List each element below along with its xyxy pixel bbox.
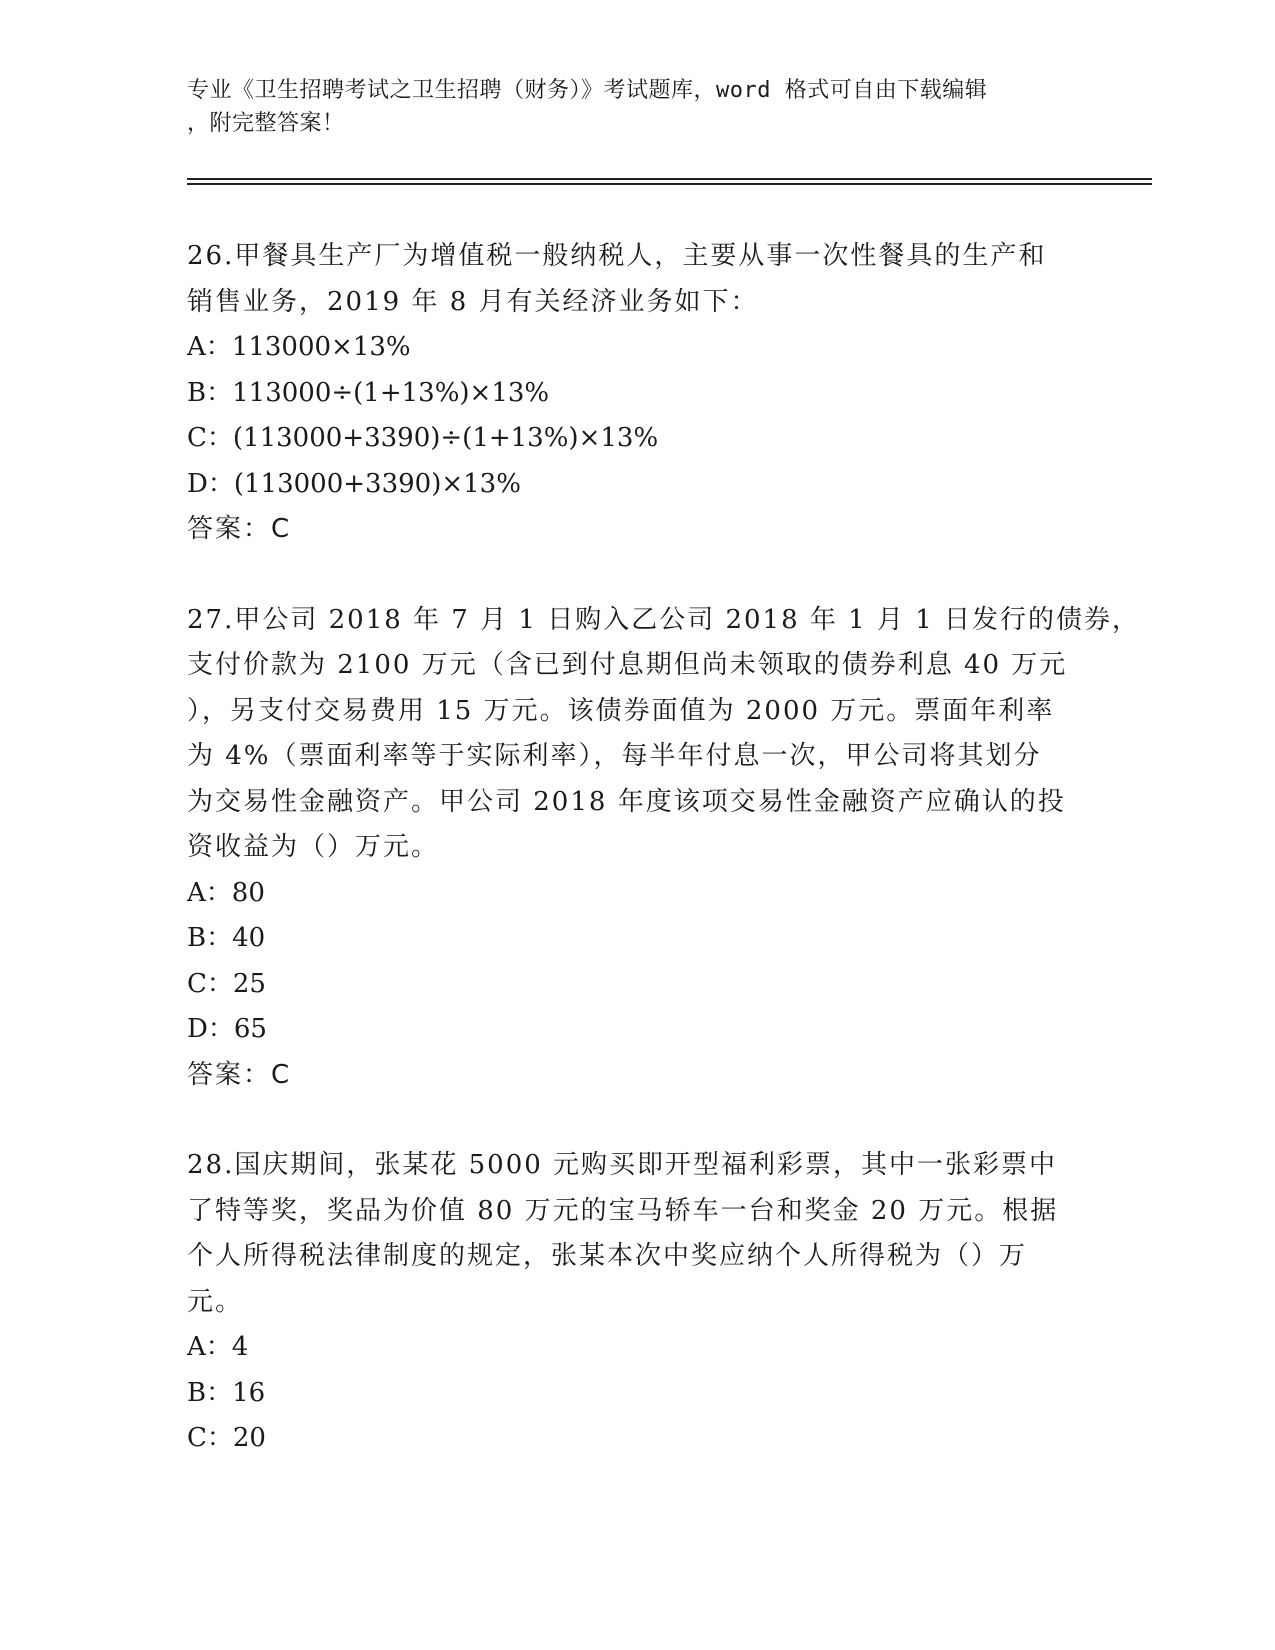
question-text: ），另支付交易费用 15 万元。该债券面值为 2000 万元。票面年利率 xyxy=(187,695,1055,726)
option-b: B：16 xyxy=(187,1377,266,1408)
option-c: C：20 xyxy=(187,1423,266,1453)
option-a: A：113000×13% xyxy=(187,332,411,362)
question-text: 支付价款为 2100 万元（含已到付息期但尚未领取的债券利息 40 万元 xyxy=(187,650,1068,680)
question-text: 为交易性金融资产。甲公司 2018 年度该项交易性金融资产应确认的投 xyxy=(187,786,1066,817)
question-text: 个人所得税法律制度的规定，张某本次中奖应纳个人所得税为（）万 xyxy=(187,1241,1028,1271)
answer: 答案：C xyxy=(187,514,292,544)
page-header xyxy=(187,74,1087,140)
option-d: D：65 xyxy=(187,1014,267,1044)
question-text: 元。 xyxy=(187,1286,244,1317)
header-divider xyxy=(187,183,1152,185)
option-b: B：113000÷(1+13%)×13% xyxy=(187,377,550,408)
option-d: D：(113000+3390)×13% xyxy=(187,468,521,499)
question-text: 了特等奖，奖品为价值 80 万元的宝马轿车一台和奖金 20 万元。根据 xyxy=(187,1195,1059,1226)
option-a: A：4 xyxy=(187,1332,249,1362)
header-divider xyxy=(187,178,1152,180)
question-gap xyxy=(187,1098,1087,1143)
question-list xyxy=(187,234,1141,1462)
question-text: 为 4%（票面利率等于实际利率），每半年付息一次，甲公司将其划分 xyxy=(187,741,1042,771)
question-text: 26.甲餐具生产厂为增值税一般纳税人，主要从事一次性餐具的生产和 xyxy=(187,241,1047,271)
option-a: A：80 xyxy=(187,877,265,908)
question-text: 销售业务，2019 年 8 月有关经济业务如下： xyxy=(187,286,759,317)
question-26 xyxy=(187,234,1087,553)
question-text: 资收益为（）万元。 xyxy=(187,832,440,862)
option-c: C：(113000+3390)÷(1+13%)×13% xyxy=(187,423,659,453)
question-gap xyxy=(187,553,1087,598)
question-text: 28.国庆期间，张某花 5000 元购买即开型福利彩票，其中一张彩票中 xyxy=(187,1150,1058,1180)
question-text: 27.甲公司 2018 年 7 月 1 日购入乙公司 2018 年 1 月 1 日发行的债券， xyxy=(187,604,1141,635)
answer: 答案：C xyxy=(187,1059,292,1090)
option-b: B：40 xyxy=(187,923,266,953)
header-line: 专业《卫生招聘考试之卫生招聘（财务）》考试题库，word 格式可自由下载编辑 xyxy=(187,78,988,103)
question-27 xyxy=(187,598,1141,1099)
question-28 xyxy=(187,1143,1087,1462)
header-line: ，附完整答案！ xyxy=(187,111,345,136)
option-c: C：25 xyxy=(187,968,266,999)
